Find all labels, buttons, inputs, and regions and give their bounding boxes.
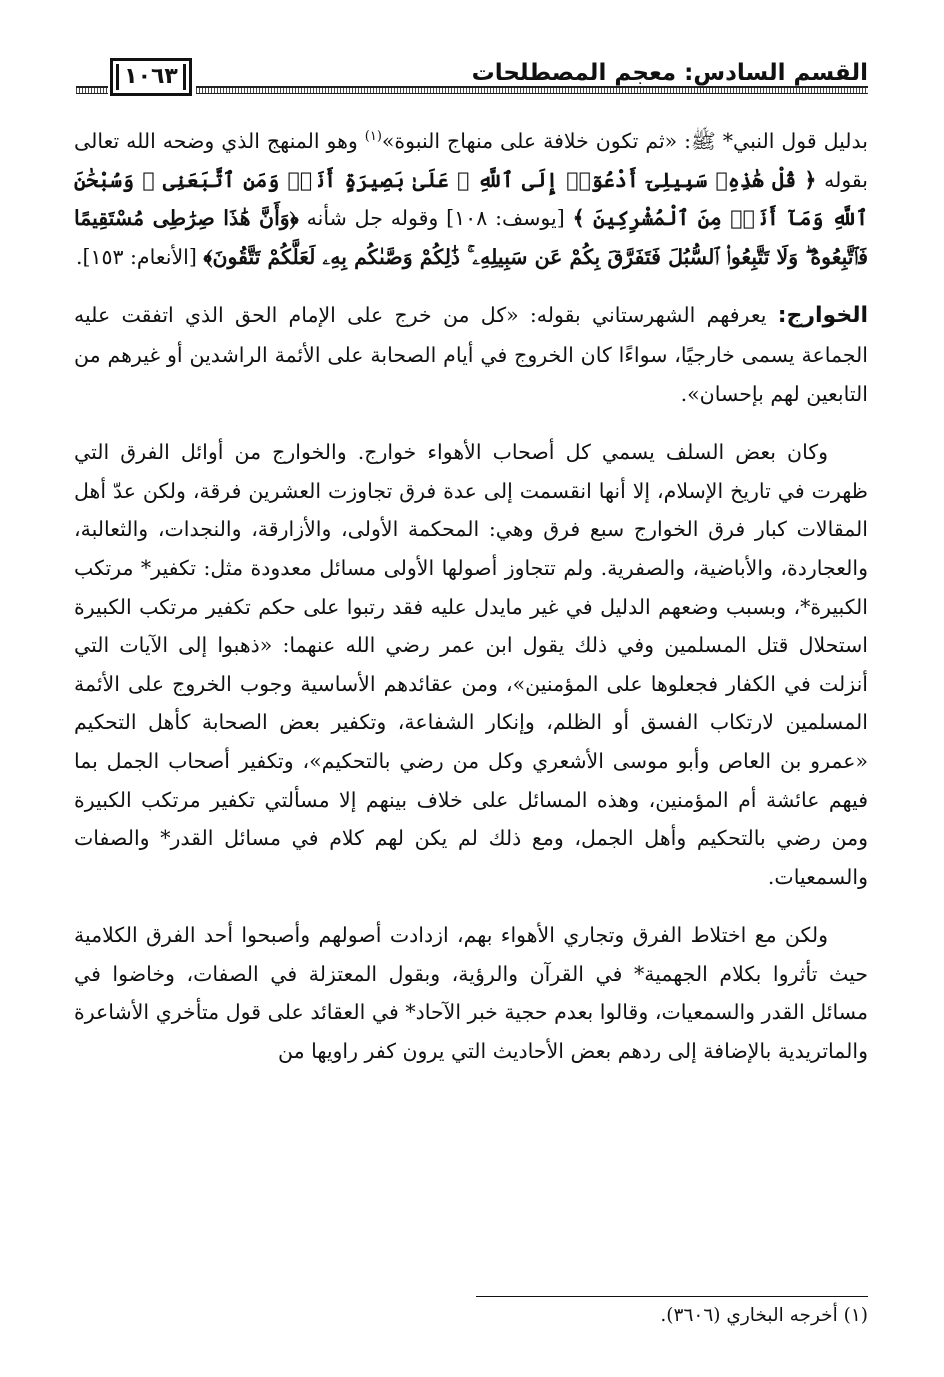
header-title: القسم السادس: معجم المصطلحات [471, 60, 868, 86]
text: [يوسف: ١٠٨] وقوله جل شأنه [298, 206, 573, 231]
text: في العقائد على قول متأخري الأشاعرة والماتريدية بالإضافة إلى ردهم بعض الأحاديث التي يرون كفر راويها من [74, 1000, 868, 1064]
text: ﷺ: «ثم تكون خلافة على منهاج النبوة» [381, 129, 723, 153]
asterisk-mark: * [160, 826, 171, 851]
asterisk-mark: * [633, 961, 645, 986]
paragraph-3 [74, 433, 868, 896]
header-rule-left [76, 86, 108, 94]
text: ، وبسبب وضعهم الدليل في غير مايدل عليه فقد رتبوا على حكم تكفير مرتكب الكبيرة استحلال قتل المسلمين وفي ذلك يقول ابن عمر رضي الله عنهما: «ذهبوا إلى الآيات التي أنزلت في الكفار فجعلوها على المؤمنين»، ومن عقائدهم الأساسية وجوب الخروج على الأئمة المسلمين لارتكاب الفسق أو الظلم، وإنكار الشفاعة، وتكفير بعض الصحابة كأهل التحكيم «عمرو بن العاص وأبو موسى الأشعري وكل من رضي بالتحكيم»، وتكفير أصحاب الجمل بما فيهم عائشة أم المؤمنين، وهذه المسائل على خلاف بينهم إلا مسألتي تكفير مرتكب الكبيرة ومن رضي بالتحكيم وأهل الجمل، ومع ذلك لم يكن لهم كلام في مسائل القدر [74, 594, 868, 851]
asterisk-mark: * [722, 129, 734, 153]
asterisk-mark: * [140, 555, 152, 580]
footnote: (١) أخرجه البخاري (٣٦٠٦). [660, 1305, 868, 1326]
text: في القرآن والرؤية، وبقول المعتزلة في الصفات، وخاضوا في مسائل القدر والسمعيات، وقالوا بعدم حجية خبر الآحاد [74, 961, 868, 1025]
quran-verse: ﴿ قُلْ هَٰذِهِۦ سَبِيلِىٓ أَدْعُوٓا۟ إِلَى ٱللَّهِ ۚ عَلَىٰ بَصِيرَةٍ أَنَا۠ وَمَنِ ٱتَّبَعَنِى ۖ وَسُبْحَٰنَ ٱللَّهِ وَمَآ أَنَا۠ مِنَ ٱلْمُشْرِكِينَ ﴾ [74, 167, 868, 231]
text: [الأنعام: ١٥٣]. [75, 244, 204, 269]
text: يعرفهم الشهرستاني بقوله: «كل من خرج على الإمام الحق الذي اتفقت عليه الجماعة يسمى خارجيًا، سواءًا كان الخروج في أيام الصحابة على الأئمة الراشدين أو غيرهم من التابعين لهم بإحسان». [74, 303, 868, 406]
paragraph-1 [74, 122, 868, 276]
text: والصفات والسمعيات. [74, 826, 868, 889]
asterisk-mark: * [800, 594, 811, 619]
page-body [74, 122, 868, 1071]
text: ولكن مع اختلاط الفرق وتجاري الأهواء بهم، ازدادت أصولهم وأصبحوا أحد الفرق الكلامية حيث تأثروا بكلام الجهمية [74, 923, 868, 986]
paragraph-4 [74, 916, 868, 1070]
indent [828, 440, 868, 464]
footnote-ref: (١) [364, 129, 382, 145]
running-header [76, 54, 868, 104]
paragraph-2 [74, 296, 868, 413]
text: وكان بعض السلف يسمي كل أصحاب الأهواء خوارج. والخوارج من أوائل الفرق التي ظهرت في تاريخ الإسلام، إلا أنها انقسمت إلى عدة فرق تجاوزت العشرين فرقة، ولكن عدّ أهل المقالات كبار فرق الخوارج سبع فرق وهي: المحكمة الأولى، والأزارقة، والنجدات، والثعالبة، والعجاردة، والأباضية، والصفرية. ولم تتجاوز أصولها الأولى مسائل معدودة مثل: تكفير [74, 440, 869, 580]
footnote-rule [476, 1296, 868, 1297]
entry-term: الخوارج: [777, 303, 868, 329]
text: وهو المنهج الذي وضحه الله تعالى بقوله [74, 129, 869, 192]
asterisk-mark: * [405, 1000, 416, 1025]
indent [828, 923, 868, 947]
quran-verse: ﴿وَأَنَّ هَٰذَا صِرَٰطِى مُسْتَقِيمًا فَٱتَّبِعُوهُ ۖ وَلَا تَتَّبِعُوا۟ ٱلسُّبُلَ فَتَفَرَّقَ بِكُمْ عَن سَبِيلِهِۦ ۚ ذَٰلِكُمْ وَصَّىٰكُم بِهِۦ لَعَلَّكُمْ تَتَّقُونَ﴾ [74, 206, 868, 269]
page-number: ١٠٦٣ [110, 58, 192, 96]
text: بدليل قول النبي [733, 129, 868, 153]
header-rule [196, 86, 868, 94]
text: مرتكب الكبيرة [74, 555, 868, 619]
